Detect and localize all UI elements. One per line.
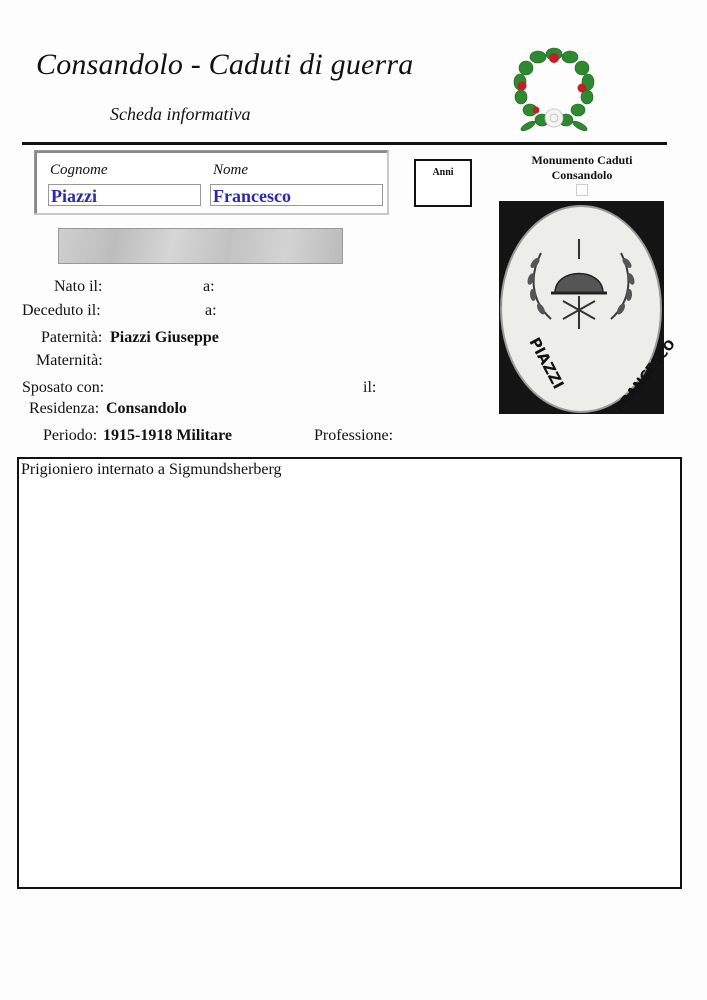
professione-label: Professione: [314,427,394,444]
cognome-label: Cognome [50,162,108,178]
paternita-value: Piazzi Giuseppe [110,329,219,346]
residenza-value: Consandolo [106,400,187,417]
monument-label-line1: Monumento Caduti [531,153,633,167]
periodo-value: 1915-1918 Militare [103,427,233,444]
maternita-label: Maternità: [36,352,103,369]
monument-plaque-image [499,201,679,416]
nome-label: Nome [213,162,248,178]
plaque-name: FRANCESCO [612,337,679,416]
name-panel [34,150,389,215]
monument-checkbox[interactable] [576,184,588,196]
deceduto-a-label: a: [205,302,217,319]
sposato-il-label: il: [363,379,377,396]
periodo-label: Periodo: [43,427,98,444]
notes-text: Prigioniero internato a Sigmundsherberg [21,461,282,478]
deceduto-label: Deceduto il: [22,302,101,319]
monument-photo [499,201,679,416]
wreath-icon [508,44,600,136]
monument-label [512,153,652,183]
nome-field[interactable]: Francesco [210,184,383,206]
page-subtitle: Scheda informativa [110,104,251,124]
paternita-label: Paternità: [41,329,103,346]
residenza-label: Residenza: [29,400,100,417]
notes-box [17,457,682,889]
cognome-field[interactable]: Piazzi [48,184,201,206]
anni-box [414,159,472,207]
nato-label: Nato il: [54,278,103,295]
header-rule [22,142,667,145]
sposato-label: Sposato con: [22,379,105,396]
page-title: Consandolo - Caduti di guerra [36,48,414,81]
anni-label: Anni [432,167,454,178]
marble-plaque-strip [58,228,343,264]
nato-a-label: a: [203,278,215,295]
monument-label-line2: Consandolo [551,168,613,182]
plaque-surname: PIAZZI [525,334,568,392]
